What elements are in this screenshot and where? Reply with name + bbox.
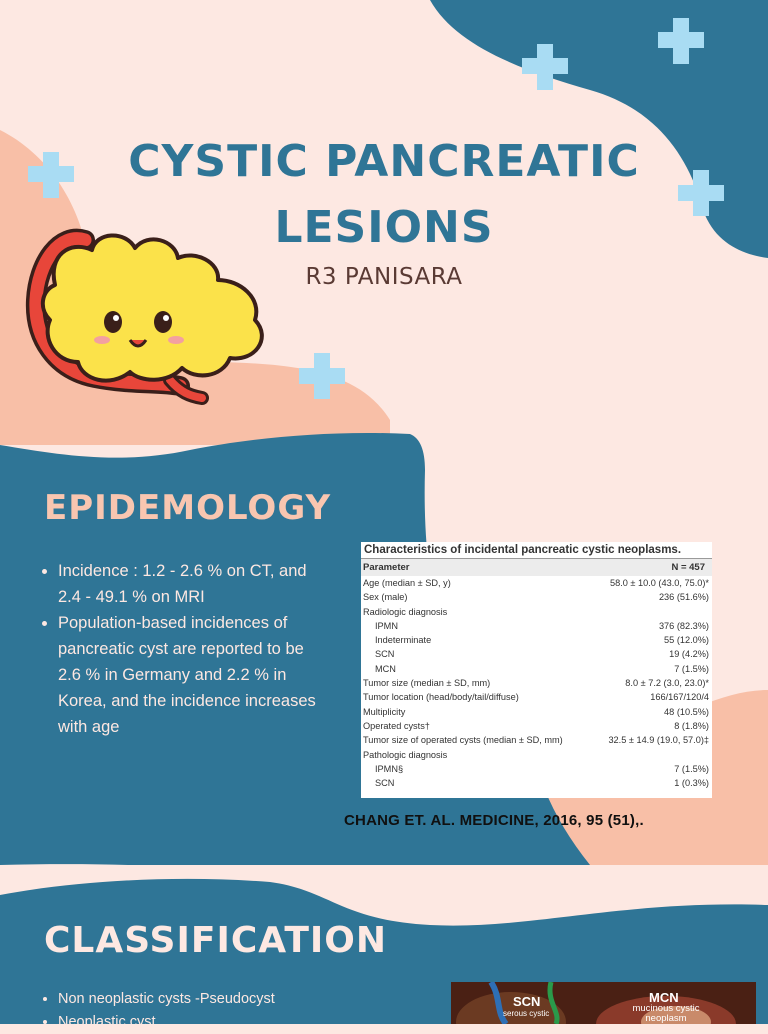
epidemiology-list [40,558,328,740]
scn-label: SCN [513,994,541,1009]
table-row [361,776,712,790]
table-row [361,748,712,762]
table-cell-label: Indeterminate [375,635,432,646]
page-subtitle: R3 PANISARA [305,264,463,290]
list-item: • Neoplastic cyst [58,1011,418,1034]
table-row [361,647,712,661]
table-cell-label: Operated cysts† [363,720,430,731]
table-row [361,576,712,590]
page-title-line2: LESIONS [274,202,494,253]
table-cell-value: 1 (0.3%) [674,778,709,789]
citation: CHANG ET. AL. MEDICINE, 2016, 95 (51),. [344,812,644,829]
table-cell-value: 376 (82.3%) [658,620,709,631]
classification-list [40,988,418,1034]
table-title: Characteristics of incidental pancreatic cystic neoplasms. [364,544,682,556]
list-item: • Non neoplastic cysts -Pseudocyst [58,988,418,1011]
table-cell-label: IPMN§ [375,763,404,774]
cyst-illustration [451,982,756,1024]
table-row [361,590,712,604]
table-row [361,605,712,619]
epidemiology-heading: EPIDEMOLOGY [44,488,332,528]
table-cell-value: 55 (12.0%) [664,635,709,646]
table-row [361,633,712,647]
table-cell-label: SCN [375,649,395,660]
table-cell-label: IPMN [375,620,398,631]
table-row [361,690,712,704]
table-row [361,762,712,776]
table-cell-value: 19 (4.2%) [669,649,709,660]
table-cell-label: Tumor size of operated cysts (median ± SD, mm) [363,735,563,746]
table-cell-label: SCN [375,778,395,789]
table-cell-label: Tumor size (median ± SD, mm) [363,678,491,689]
table-cell-value: 7 (1.5%) [674,663,709,674]
page-title-line1: CYSTIC PANCREATIC [128,136,640,187]
list-item: • Population-based incidences of pancreatic cyst are reported to be 2.6 % in Germany and 2.2 % in Korea, and the incidence increases with age [58,610,328,740]
table-cell-label: Sex (male) [363,592,408,603]
table-header-row [361,558,712,576]
table-cell-label: Tumor location (head/body/tail/diffuse) [363,692,519,703]
table-cell-value: 8 (1.8%) [674,720,709,731]
mcn-label: MCN [649,990,679,1005]
table-cell-label: MCN [375,663,396,674]
plus-cross-icon [658,18,704,64]
table-cell-value: 166/167/120/4 [650,692,709,703]
table-cell-label: Multiplicity [363,706,406,717]
table-cell-value: 48 (10.5%) [664,706,709,717]
table-row [361,662,712,676]
table-row [361,705,712,719]
table-cell-value: 32.5 ± 14.9 (19.0, 57.0)‡ [608,735,709,746]
table-cell-value: 236 (51.6%) [658,592,709,603]
table-cell-value: 58.0 ± 10.0 (43.0, 75.0)* [609,578,709,588]
table-cell-label: Pathologic diagnosis [363,749,448,760]
table-header-parameter: Parameter [363,562,410,573]
list-item: • Incidence : 1.2 - 2.6 % on CT, and 2.4 - 49.1 % on MRI [58,558,328,610]
table-header-n: N = 457 [671,562,705,573]
characteristics-table [361,542,712,798]
pancreas-mascot-icon [36,235,262,398]
mcn-sublabel: mucinous cystic neoplasm [632,1003,700,1024]
table-cell-label: Age (median ± SD, y) [363,578,451,588]
plus-cross-icon [299,353,345,399]
scn-sublabel: serous cystic [503,1009,550,1018]
table-row [361,619,712,633]
table-cell-label: Radiologic diagnosis [363,606,448,617]
table-cell-value: 8.0 ± 7.2 (3.0, 23.0)* [625,678,709,689]
table-cell-value: 7 (1.5%) [674,763,709,774]
table-row [361,676,712,690]
classification-heading: CLASSIFICATION [44,920,388,961]
table-row [361,733,712,747]
table-row [361,719,712,733]
plus-cross-icon [522,44,568,90]
